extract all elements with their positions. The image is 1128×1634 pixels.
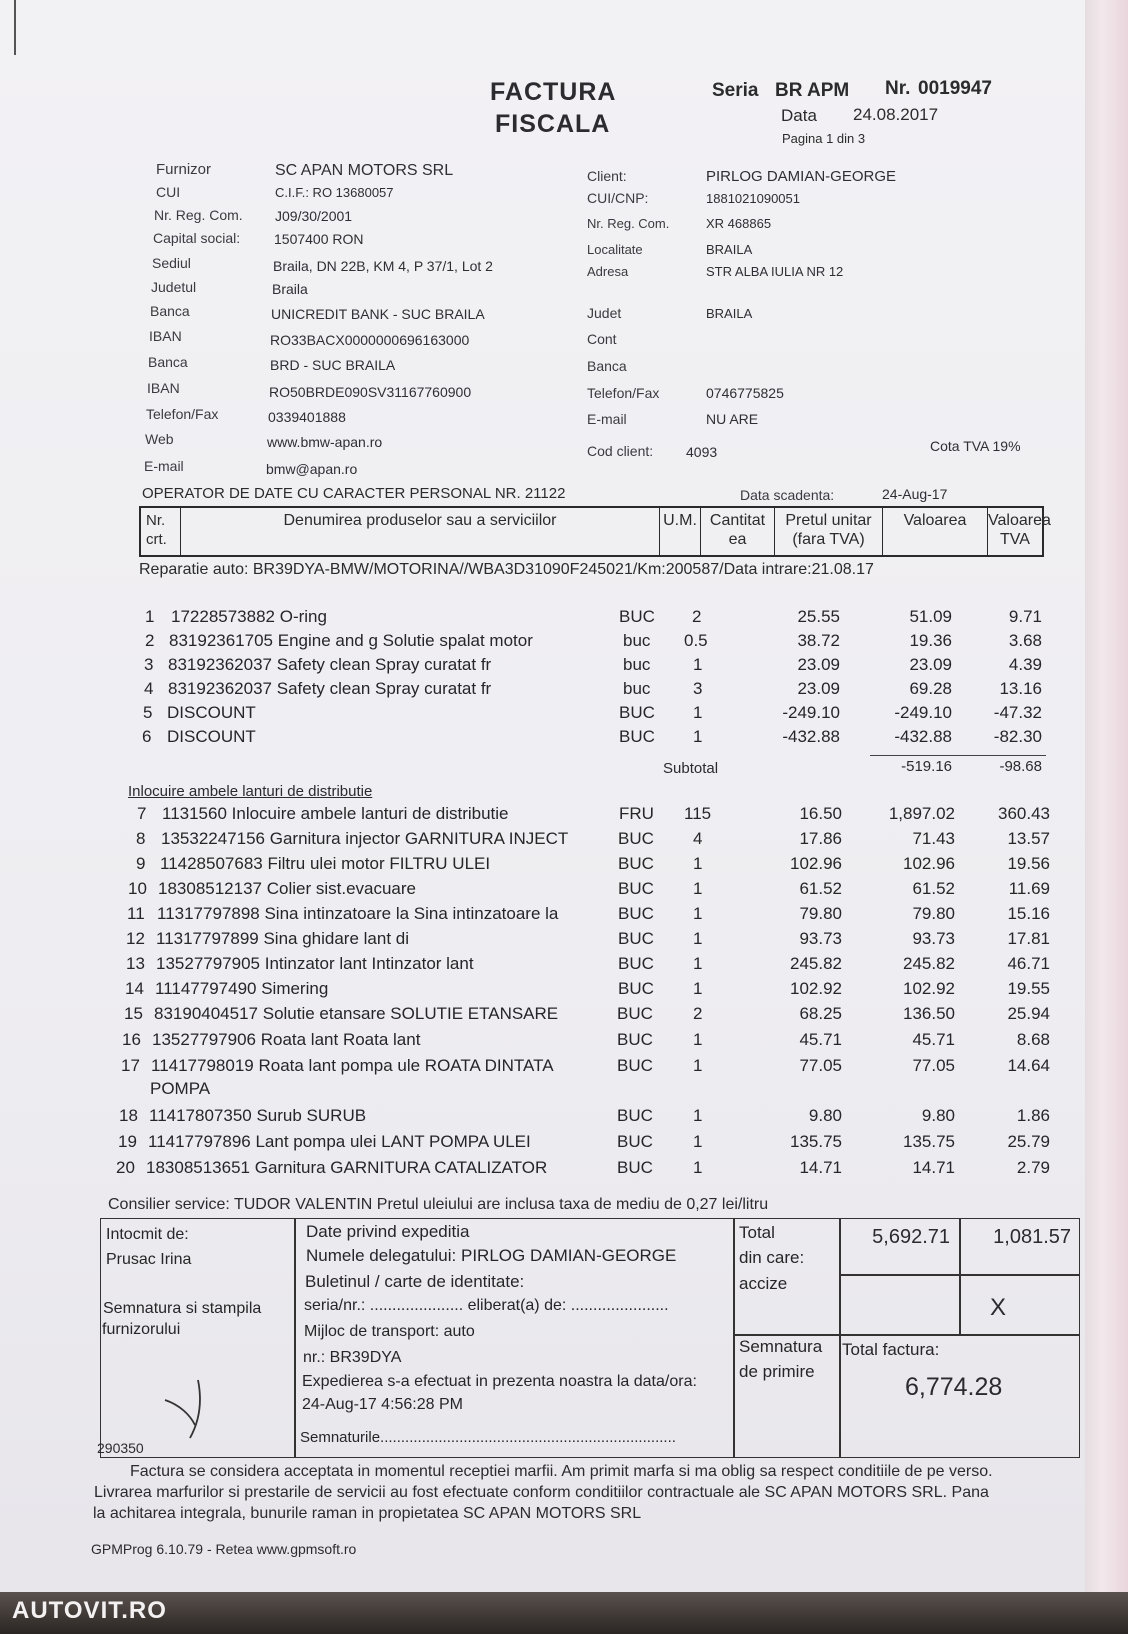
client-value: PIRLOG DAMIAN-GEORGE	[706, 168, 897, 185]
total-label: Total	[739, 1223, 775, 1242]
footer-divider	[733, 1218, 735, 1458]
supplier-label: Judetul	[151, 279, 197, 295]
row-value: -432.88	[894, 727, 952, 746]
row-tva: 19.56	[1007, 854, 1050, 873]
table-row	[0, 854, 1080, 876]
client-label: Banca	[587, 358, 627, 374]
row-tva: 15.16	[1007, 904, 1050, 923]
x-mark: X	[990, 1294, 1007, 1321]
row-um: BUC	[617, 1132, 653, 1151]
data-label: Data	[781, 106, 817, 125]
supplier-label: IBAN	[147, 380, 180, 396]
row-price: 79.80	[799, 904, 842, 923]
total-tva: 1,081.57	[993, 1226, 1071, 1248]
row-qty: 1	[693, 703, 703, 722]
row-desc: 83192362037 Safety clean Spray curatat fr	[168, 679, 492, 698]
row-value: 9.80	[921, 1106, 955, 1125]
delegat-name: Numele delegatului: PIRLOG DAMIAN-GEORGE	[306, 1246, 677, 1265]
signature-mark	[160, 1370, 220, 1440]
footer-divider	[839, 1274, 1080, 1276]
supplier-value: bmw@apan.ro	[266, 461, 358, 477]
client-label: Telefon/Fax	[587, 385, 660, 401]
supplier-value: SC APAN MOTORS SRL	[275, 162, 454, 179]
row-value: 102.92	[903, 979, 955, 998]
footer-divider	[959, 1218, 961, 1334]
row-tva: 19.55	[1007, 979, 1050, 998]
table-row	[0, 1004, 1080, 1026]
buletin-label: Buletinul / carte de identitate:	[305, 1272, 525, 1291]
row-price: -432.88	[782, 727, 840, 746]
row-nr: 14	[125, 979, 144, 998]
row-desc: 11417798019 Roata lant pompa ule ROATA DINTATA	[151, 1056, 554, 1075]
supplier-label: Capital social:	[153, 230, 241, 246]
row-tva: 9.71	[1008, 607, 1042, 626]
row-nr: 12	[126, 929, 145, 948]
supplier-label: Banca	[148, 354, 188, 370]
row-desc: 13527797906 Roata lant Roata lant	[152, 1030, 421, 1049]
row-qty: 1	[693, 904, 703, 923]
supplier-value: J09/30/2001	[275, 208, 353, 224]
row-tva: -47.32	[993, 703, 1042, 722]
row-desc: DISCOUNT	[167, 727, 256, 746]
row-um: BUC	[617, 1106, 653, 1125]
row-tva: 360.43	[998, 804, 1050, 823]
header-cantitate: Cantitat ea	[701, 508, 775, 555]
semnatura-furnizor-2: furnizorului	[102, 1321, 181, 1338]
nr-auto-line: nr.: BR39DYA	[303, 1349, 402, 1366]
row-nr: 13	[126, 954, 145, 973]
table-row	[0, 829, 1080, 851]
expedierea-data: 24-Aug-17 4:56:28 PM	[302, 1396, 463, 1413]
row-nr: 6	[142, 727, 152, 746]
row-um: BUC	[619, 703, 655, 722]
total-factura-value: 6,774.28	[905, 1373, 1003, 1401]
row-value: 61.52	[912, 879, 955, 898]
row-um: BUC	[618, 854, 654, 873]
client-value: 1881021090051	[706, 191, 800, 206]
header-nr: Nr. crt.	[141, 508, 181, 555]
table-row	[0, 1030, 1080, 1052]
row-tva: 3.68	[1008, 631, 1042, 650]
row-desc: 11417807350 Surub SURUB	[149, 1106, 367, 1125]
supplier-value: Braila	[272, 281, 308, 297]
row-nr: 4	[144, 679, 154, 698]
row-desc: 11428507683 Filtru ulei motor FILTRU ULEI	[160, 854, 491, 873]
row-value: 45.71	[912, 1030, 955, 1049]
row-nr: 9	[136, 854, 146, 873]
supplier-label: Sediul	[152, 255, 191, 271]
row-price: -249.10	[782, 703, 840, 722]
row-qty: 1	[693, 929, 703, 948]
table-row	[0, 929, 1080, 951]
row-desc: 11147797490 Simering	[155, 979, 329, 998]
row-value: 135.75	[903, 1132, 955, 1151]
row-tva: 13.16	[999, 679, 1042, 698]
supplier-value: 0339401888	[268, 409, 346, 425]
row-nr: 7	[137, 804, 147, 823]
row-value: 19.36	[909, 631, 952, 650]
row-um: buc	[623, 679, 651, 698]
client-label: CUI/CNP:	[587, 190, 649, 206]
row-qty: 1	[693, 954, 703, 973]
table-row	[0, 1056, 1080, 1102]
cota-tva: Cota TVA 19%	[930, 438, 1021, 454]
row-price: 68.25	[799, 1004, 842, 1023]
row-nr: 1	[145, 607, 155, 626]
row-qty: 1	[693, 1158, 703, 1177]
supplier-label: Nr. Reg. Com.	[154, 207, 243, 223]
table-row	[0, 904, 1080, 926]
table-row	[0, 679, 1080, 701]
table-row	[0, 655, 1080, 677]
row-desc: 83192361705 Engine and g Solutie spalat motor	[169, 631, 533, 650]
semnaturile-line: Semnaturile.......................................................................	[300, 1429, 676, 1446]
header-pret: Pretul unitar (fara TVA)	[775, 508, 883, 555]
table-row	[0, 804, 1080, 826]
row-nr: 16	[122, 1030, 141, 1049]
scadenta-value: 24-Aug-17	[882, 486, 948, 502]
row-um: BUC	[618, 979, 654, 998]
row-tva: 4.39	[1008, 655, 1042, 674]
row-nr: 18	[119, 1106, 138, 1125]
footer-divider	[733, 1334, 1080, 1336]
row-nr: 20	[116, 1158, 135, 1177]
row-nr: 5	[143, 703, 153, 722]
supplier-value: RO50BRDE090SV31167760900	[269, 384, 472, 400]
row-value: -249.10	[894, 703, 952, 722]
software-line: GPMProg 6.10.79 - Retea www.gpmsoft.ro	[91, 1541, 357, 1557]
row-price: 38.72	[797, 631, 840, 650]
row-value: 77.05	[912, 1056, 955, 1075]
row-nr: 8	[136, 829, 146, 848]
row-value: 102.96	[903, 854, 955, 873]
row-desc: 13532247156 Garnitura injector GARNITURA INJECT	[161, 829, 569, 848]
row-value: 136.50	[903, 1004, 955, 1023]
expedierea-line: Expedierea s-a efectuat in prezenta noastra la data/ora:	[302, 1373, 697, 1390]
row-value: 79.80	[912, 904, 955, 923]
supplier-label: Banca	[150, 303, 190, 319]
row-nr: 17	[121, 1056, 140, 1075]
supplier-value: 1507400 RON	[274, 231, 364, 247]
table-row	[0, 727, 1080, 749]
row-um: buc	[623, 655, 651, 674]
row-um: BUC	[619, 727, 655, 746]
row-qty: 2	[692, 607, 702, 626]
scadenta-label: Data scadenta:	[740, 487, 835, 503]
semnatura-primire-2: de primire	[739, 1362, 815, 1381]
cod-client-value: 4093	[686, 444, 718, 460]
table-row	[0, 954, 1080, 976]
semnatura-furnizor: Semnatura si stampila	[103, 1300, 262, 1317]
title-line2: FISCALA	[495, 110, 611, 138]
supplier-label: Furnizor	[156, 161, 212, 178]
table-row	[0, 703, 1080, 725]
row-um: FRU	[619, 804, 654, 823]
header-um: U.M.	[660, 508, 701, 555]
disclaimer-line1: Factura se considera acceptata in momentul receptiei marfii. Am primit marfa si ma oblig sa respect conditiile de pe verso.	[130, 1463, 993, 1480]
client-value: BRAILA	[706, 306, 753, 321]
supplier-value: BRD - SUC BRAILA	[270, 357, 396, 373]
row-tva: 1.86	[1016, 1106, 1050, 1125]
client-value: XR 468865	[706, 216, 772, 231]
row-nr: 11	[127, 904, 145, 923]
row-qty: 1	[693, 1106, 703, 1125]
row-um: BUC	[618, 904, 654, 923]
margin-mark	[14, 0, 16, 55]
supplier-label: Telefon/Fax	[146, 406, 219, 422]
table-row	[0, 879, 1080, 901]
client-label: Adresa	[587, 264, 629, 279]
row-value: 23.09	[909, 655, 952, 674]
client-label: Judet	[587, 305, 622, 321]
total-value: 5,692.71	[872, 1226, 950, 1248]
client-label: Localitate	[587, 242, 643, 257]
row-tva: 8.68	[1016, 1030, 1050, 1049]
total-factura-label: Total factura:	[842, 1340, 940, 1359]
row-price: 102.92	[790, 979, 842, 998]
row-qty: 1	[693, 655, 703, 674]
row-um: BUC	[617, 1004, 653, 1023]
row-price: 93.73	[799, 929, 842, 948]
row-um: BUC	[617, 1158, 653, 1177]
row-value: 1,897.02	[888, 804, 955, 823]
row-desc: 13527797905 Intinzator lant Intinzator lant	[156, 954, 474, 973]
consilier-line: Consilier service: TUDOR VALENTIN Pretul uleiului are inclusa taxa de mediu de 0,27 lei/litru	[108, 1196, 769, 1213]
row-nr: 19	[118, 1132, 137, 1151]
page-indicator: Pagina 1 din 3	[782, 131, 866, 146]
nr-label: Nr.	[885, 78, 911, 99]
row-price: 135.75	[790, 1132, 842, 1151]
operator-line: OPERATOR DE DATE CU CARACTER PERSONAL NR. 21122	[142, 485, 566, 502]
subtotal-tva: -98.68	[999, 758, 1042, 775]
table-row	[0, 631, 1080, 653]
footer-divider	[294, 1218, 296, 1458]
row-value: 51.09	[909, 607, 952, 626]
row-um: BUC	[618, 929, 654, 948]
supplier-value: www.bmw-apan.ro	[267, 434, 383, 450]
cod-client-label: Cod client:	[587, 443, 654, 459]
row-qty: 1	[693, 854, 703, 873]
row-desc: 1131560 Inlocuire ambele lanturi de distributie	[162, 804, 509, 823]
row-qty: 115	[684, 804, 712, 823]
row-value: 69.28	[909, 679, 952, 698]
row-qty: 1	[693, 879, 703, 898]
table-row	[0, 979, 1080, 1001]
row-um: BUC	[618, 954, 654, 973]
row-qty: 3	[693, 679, 703, 698]
row-desc: 17228573882 O-ring	[171, 607, 327, 626]
seria-line: seria/nr.: ..................... eliberat(a) de: ......................	[304, 1297, 669, 1314]
row-price: 25.55	[797, 607, 840, 626]
row-tva: 25.79	[1007, 1132, 1050, 1151]
din-care-label: din care:	[739, 1248, 805, 1267]
row-price: 77.05	[799, 1056, 842, 1075]
row-qty: 1	[693, 1056, 703, 1075]
section-title: Inlocuire ambele lanturi de distributie	[128, 783, 373, 800]
row-value: 93.73	[912, 929, 955, 948]
row-um: BUC	[617, 1056, 653, 1075]
row-price: 45.71	[799, 1030, 842, 1049]
row-desc: 83192362037 Safety clean Spray curatat fr	[168, 655, 492, 674]
row-price: 61.52	[799, 879, 842, 898]
row-um: BUC	[618, 879, 654, 898]
disclaimer-line3: la achitarea integrala, bunurile raman in propietatea SC APAN MOTORS SRL	[93, 1505, 642, 1522]
title-line1: FACTURA	[490, 78, 617, 106]
row-qty: 1	[693, 1030, 703, 1049]
row-price: 23.09	[797, 655, 840, 674]
row-desc: 11317797898 Sina intinzatoare la Sina intinzatoare la	[157, 904, 559, 923]
row-price: 17.86	[799, 829, 842, 848]
table-row	[0, 1106, 1080, 1128]
row-um: BUC	[618, 829, 654, 848]
intocmit-value: Prusac Irina	[106, 1251, 192, 1268]
watermark-logo: AUTOVIT.RO	[12, 1597, 167, 1624]
footer-code: 290350	[97, 1440, 144, 1456]
supplier-value: Braila, DN 22B, KM 4, P 37/1, Lot 2	[273, 258, 493, 274]
row-um: buc	[623, 631, 651, 650]
subtotal-value: -519.16	[901, 758, 952, 775]
disclaimer-line2: Livrarea marfurilor si prestarile de servicii au fost efectuate conform conditiilor contractuale ale SC APAN MOTORS SRL. Pana	[94, 1484, 989, 1501]
footer-divider	[839, 1218, 841, 1458]
row-tva: 13.57	[1007, 829, 1050, 848]
row-price: 16.50	[799, 804, 842, 823]
client-label: Cont	[587, 331, 617, 347]
row-value: 71.43	[912, 829, 955, 848]
semnatura-primire: Semnatura	[739, 1337, 823, 1356]
serie-label: Seria	[712, 80, 759, 101]
row-desc: 18308513651 Garnitura GARNITURA CATALIZATOR	[146, 1158, 548, 1177]
repair-line: Reparatie auto: BR39DYA-BMW/MOTORINA//WBA3D31090F245021/Km:200587/Data intrare:21.08.17	[139, 561, 874, 578]
transport-line: Mijloc de transport: auto	[304, 1323, 475, 1340]
row-nr: 15	[124, 1004, 143, 1023]
items-table-header	[139, 506, 1051, 557]
supplier-label: IBAN	[149, 328, 182, 344]
row-tva: 17.81	[1007, 929, 1050, 948]
supplier-value: C.I.F.: RO 13680057	[275, 185, 394, 200]
row-price: 14.71	[799, 1158, 842, 1177]
row-price: 23.09	[797, 679, 840, 698]
row-nr: 2	[145, 631, 155, 650]
subtotal-rule	[870, 755, 1046, 756]
row-tva: 11.69	[1008, 879, 1050, 898]
row-value: 14.71	[912, 1158, 955, 1177]
supplier-label: Web	[145, 431, 174, 447]
client-label: Client:	[587, 168, 627, 184]
expeditie-title: Date privind expeditia	[306, 1222, 470, 1241]
row-value: 245.82	[903, 954, 955, 973]
row-um: BUC	[619, 607, 655, 626]
row-qty: 0.5	[684, 631, 708, 650]
bottom-dark-strip	[0, 1592, 1128, 1634]
row-um: BUC	[617, 1030, 653, 1049]
row-tva: 25.94	[1007, 1004, 1050, 1023]
row-desc: 11417797896 Lant pompa ulei LANT POMPA ULEI	[148, 1132, 531, 1151]
row-desc: 11317797899 Sina ghidare lant di	[156, 929, 410, 948]
row-qty: 1	[693, 979, 703, 998]
row-tva: -82.30	[993, 727, 1042, 746]
row-qty: 2	[693, 1004, 703, 1023]
row-price: 102.96	[790, 854, 842, 873]
row-qty: 1	[693, 1132, 703, 1151]
row-tva: 2.79	[1016, 1158, 1050, 1177]
row-qty: 1	[693, 727, 703, 746]
row-desc: 18308512137 Colier sist.evacuare	[158, 879, 417, 898]
row-nr: 10	[128, 879, 147, 898]
table-row	[0, 1158, 1080, 1180]
client-value: BRAILA	[706, 242, 753, 257]
header-tva: Valoarea TVA	[988, 512, 1051, 548]
accize-label: accize	[739, 1274, 788, 1293]
client-label: Nr. Reg. Com.	[587, 216, 670, 231]
data-value: 24.08.2017	[853, 105, 939, 124]
client-label: E-mail	[587, 411, 627, 427]
row-qty: 4	[693, 829, 703, 848]
row-desc: 83190404517 Solutie etansare SOLUTIE ETANSARE	[154, 1004, 559, 1023]
row-price: 9.80	[808, 1106, 842, 1125]
supplier-value: UNICREDIT BANK - SUC BRAILA	[271, 306, 485, 322]
serie-value: BR APM	[775, 80, 850, 101]
row-nr: 3	[144, 655, 154, 674]
nr-value: 0019947	[918, 78, 992, 99]
row-tva: 14.64	[1007, 1056, 1050, 1075]
row-tva: 46.71	[1007, 954, 1050, 973]
client-value: 0746775825	[706, 385, 784, 401]
intocmit-label: Intocmit de:	[106, 1226, 189, 1243]
table-row	[0, 607, 1080, 629]
subtotal-label: Subtotal	[663, 760, 719, 777]
row-desc: DISCOUNT	[167, 703, 256, 722]
supplier-label: CUI	[156, 184, 181, 200]
header-valoare: Valoarea	[883, 508, 988, 555]
header-denumire: Denumirea produselor sau a serviciilor	[181, 508, 660, 555]
supplier-value: RO33BACX0000000696163000	[270, 332, 470, 348]
background-fabric	[1085, 0, 1128, 1634]
client-value: STR ALBA IULIA NR 12	[706, 264, 844, 279]
table-row	[0, 1132, 1080, 1154]
client-value: NU ARE	[706, 411, 759, 427]
row-desc-line2: POMPA	[150, 1079, 211, 1098]
supplier-label: E-mail	[144, 458, 184, 474]
row-price: 245.82	[790, 954, 842, 973]
